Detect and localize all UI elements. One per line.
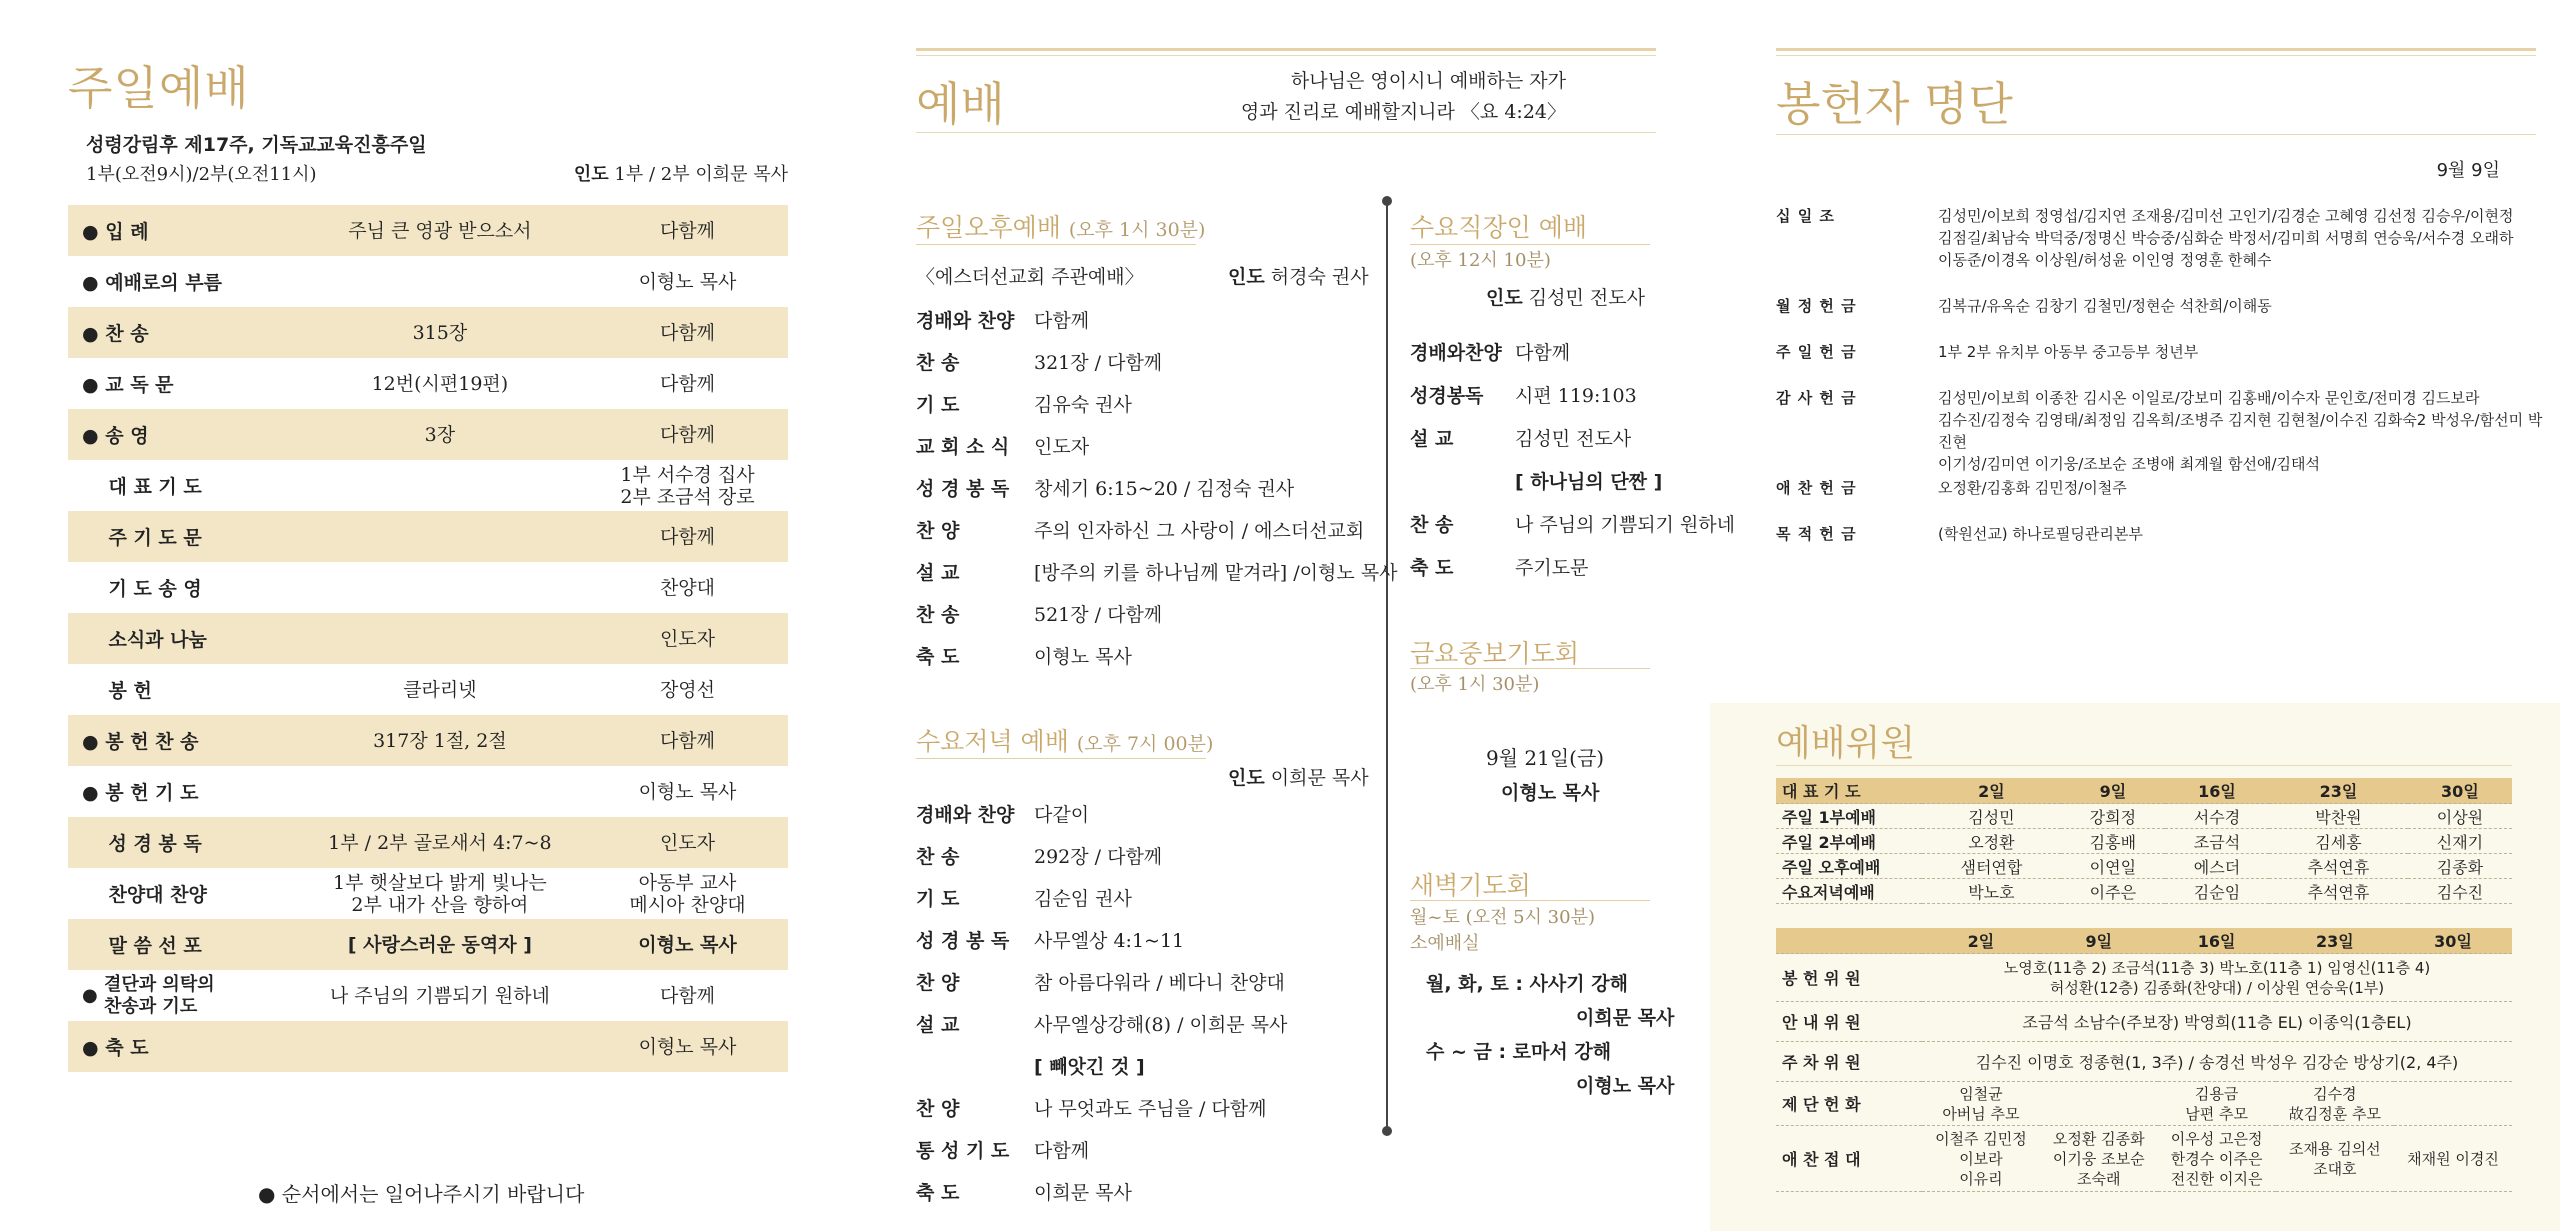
friday-title: 금요중보기도회: [1410, 639, 1580, 668]
service-item-value: 나 무엇과도 주님을 / 다함께: [1034, 1098, 1267, 1120]
table-cell: 추석연휴: [2269, 879, 2408, 904]
divider: [1776, 134, 2536, 135]
column-header: 9일: [2040, 928, 2158, 954]
table-header: [1776, 928, 2512, 954]
donor-category: 애 찬 헌 금: [1776, 479, 1857, 497]
service-item-value: 이형노 목사: [1034, 646, 1132, 668]
order-row: [68, 511, 788, 562]
table-cell: 샘터연합: [1922, 854, 2061, 879]
service-item-label: 경배와 찬양: [916, 804, 1015, 826]
service-item-label: 찬 양: [916, 972, 960, 994]
underline: [1410, 668, 1650, 669]
service-item-value: [ 하나님의 단짠 ]: [1515, 471, 1663, 493]
divider-dot: [1382, 196, 1392, 206]
donor-names: (학원선교) 하나로필딩관리본부: [1938, 525, 2143, 543]
underline: [916, 244, 1196, 245]
table-row: 주일 2부예배 오정환 김홍배 조금석 김세홍 신재기: [1776, 829, 2512, 854]
item-who: 인도자: [659, 831, 716, 854]
service-item-value: 김유숙 권사: [1034, 394, 1132, 416]
table-cell: 추석연휴: [2269, 854, 2408, 879]
table-cell: 에스더: [2165, 854, 2269, 879]
service-item-value: 다함께: [1515, 342, 1571, 364]
service-item-value: 다함께: [1034, 310, 1090, 332]
service-item: [916, 390, 1132, 417]
column-header: 9일: [2061, 778, 2165, 804]
leader-line: 인도 허경숙 권사: [1228, 266, 1369, 288]
service-item: [1410, 381, 1637, 408]
item-name: 말 씀 선 포: [108, 935, 202, 957]
order-row: [68, 868, 788, 919]
column-header: 대 표 기 도: [1776, 778, 1922, 804]
item-who: 이형노 목사: [638, 270, 737, 293]
table-cell: 박찬원: [2269, 804, 2408, 829]
bullet-icon: ●: [82, 374, 99, 396]
item-who: 다함께: [659, 372, 716, 395]
service-item-label: 찬 송: [916, 352, 960, 374]
item-name: 송 영: [105, 425, 149, 447]
bullet-icon: ●: [82, 221, 99, 243]
table-row: 주일 오후예배 샘터연합 이연일 에스더 추석연휴 김종화: [1776, 854, 2512, 879]
bullet-icon: ●: [82, 323, 99, 345]
item-who: 이형노 목사: [638, 780, 737, 803]
table-cell: 박노호: [1922, 879, 2061, 904]
service-item-value: 사무엘상강해(8) / 이희문 목사: [1034, 1014, 1288, 1036]
dawn-time: 월~토 (오전 5시 30분): [1410, 907, 1595, 928]
item-content: 클라리넷: [403, 678, 477, 701]
divider: [916, 132, 1656, 133]
donor-category: 목 적 헌 금: [1776, 525, 1857, 543]
wed-work-title: 수요직장인 예배: [1410, 213, 1587, 242]
table-cell: 김수진: [2408, 879, 2512, 904]
service-item: [916, 1136, 1089, 1163]
item-content: 1부 / 2부 골로새서 4:7~8: [328, 831, 552, 854]
order-row: [68, 256, 788, 307]
service-item: [916, 800, 1089, 827]
divider: [916, 55, 1656, 56]
order-row: [68, 817, 788, 868]
item-who: 인도자: [659, 627, 716, 650]
service-item: [916, 1052, 1145, 1079]
item-who: 다함께: [659, 219, 716, 242]
divider: [1776, 48, 2536, 51]
service-item-label: 축 도: [1410, 557, 1454, 579]
standing-note: ● 순서에서는 일어나주시기 바랍니다: [258, 1182, 585, 1206]
item-who: 다함께: [659, 525, 716, 548]
service-item-label: 축 도: [916, 1182, 960, 1204]
service-item-label: 찬 송: [916, 604, 960, 626]
column-header: 23일: [2269, 778, 2408, 804]
service-item: [916, 642, 1132, 669]
item-name: 축 도: [105, 1037, 149, 1059]
column-divider: [1386, 200, 1388, 1135]
donor-category: 감 사 헌 금: [1776, 389, 1857, 407]
item-content: 12번(시편19편): [371, 372, 509, 395]
item-name: 입 례: [105, 221, 149, 243]
item-name: 찬양대 찬양: [108, 884, 207, 906]
table-header: [1776, 778, 2512, 804]
item-who: 다함께: [659, 321, 716, 344]
service-item-label: 교 회 소 식: [916, 436, 1010, 458]
service-item: [916, 432, 1089, 459]
service-item-label: 축 도: [916, 646, 960, 668]
service-item-value: 김성민 전도사: [1515, 428, 1632, 450]
order-row: [68, 562, 788, 613]
item-name: 봉 헌 찬 송: [105, 731, 199, 753]
order-row: [68, 766, 788, 817]
item-who: 1부 서수경 집사 2부 조금석 장로: [620, 463, 755, 508]
committee-table-prayer: [1776, 778, 2512, 904]
table-cell: 이주은: [2061, 879, 2165, 904]
service-item-value: [방주의 키를 하나님께 맡겨라] /이형노 목사: [1034, 562, 1398, 584]
order-row: [68, 307, 788, 358]
table-cell: 이연일: [2061, 854, 2165, 879]
table-cell: 서수경: [2165, 804, 2269, 829]
order-of-worship: [68, 0, 788, 1231]
dawn-title: 새벽기도회: [1410, 871, 1531, 900]
service-item: [916, 1178, 1132, 1205]
wed-work-time: (오후 12시 10분): [1410, 250, 1551, 271]
underline: [1410, 900, 1650, 901]
service-item: [1410, 553, 1588, 580]
bullet-icon: ●: [82, 731, 99, 753]
leader-line: 인도 김성민 전도사: [1486, 287, 1645, 309]
column-header: 2일: [1922, 928, 2040, 954]
item-name: 성 경 봉 독: [108, 833, 202, 855]
table-cell: 조금석: [2165, 829, 2269, 854]
donor-category: 주 일 헌 금: [1776, 343, 1857, 361]
service-item-value: 주기도문: [1515, 557, 1589, 579]
table-cell: 강희정: [2061, 804, 2165, 829]
order-row: [68, 1021, 788, 1072]
table-cell: 김성민: [1922, 804, 2061, 829]
service-item-value: 인도자: [1034, 436, 1090, 458]
service-item: [916, 926, 1184, 953]
table-cell: 김순임: [2165, 879, 2269, 904]
service-item: [916, 1010, 1287, 1037]
bullet-icon: ●: [82, 272, 99, 294]
page-title: 주일예배: [68, 61, 250, 115]
divider-dot: [1382, 1126, 1392, 1136]
bullet-icon: ●: [82, 425, 99, 447]
item-name: 소식과 나눔: [108, 629, 207, 651]
dawn-place: 소예배실: [1410, 933, 1480, 954]
table-cell: 오정환: [1922, 829, 2061, 854]
donors-title: 봉헌자 명단: [1776, 77, 2013, 131]
service-item-label: 성 경 봉 독: [916, 930, 1010, 952]
service-item-label: 찬 송: [1410, 514, 1454, 536]
table-cell: 김홍배: [2061, 829, 2165, 854]
order-row: [68, 715, 788, 766]
service-item-value: 시편 119:103: [1515, 385, 1637, 407]
scripture-verse: 하나님은 영이시니 예배하는 자가 영과 진리로 예배할지니라 〈요 4:24〉: [1240, 70, 1566, 123]
item-content: 1부 햇살보다 밝게 빛나는 2부 내가 산을 향하여: [333, 871, 547, 916]
item-content: 주님 큰 영광 받으소서: [348, 219, 532, 242]
service-item-value: 창세기 6:15~20 / 김정숙 권사: [1034, 478, 1295, 500]
item-content: 3장: [424, 423, 456, 446]
item-who: 다함께: [659, 984, 716, 1007]
donors-column: [1710, 0, 2560, 1231]
column-header: 16일: [2158, 928, 2276, 954]
service-item-value: 292장 / 다함께: [1034, 846, 1163, 868]
divider: [1776, 55, 2536, 56]
donor-names: 1부 2부 유치부 아동부 중고등부 청년부: [1938, 343, 2199, 361]
order-row: [68, 460, 788, 511]
order-row: [68, 613, 788, 664]
item-name: 결단과 의탁의: [104, 973, 215, 995]
table-row: 주일 1부예배 김성민 강희정 서수경 박찬원 이상원: [1776, 804, 2512, 829]
item-who: 다함께: [659, 729, 716, 752]
order-row: [68, 664, 788, 715]
service-item-value: 다함께: [1034, 1140, 1090, 1162]
column-header: 2일: [1922, 778, 2061, 804]
wed-pm-title: 수요저녁 예배 (오후 7시 00분): [916, 727, 1214, 756]
service-item-label: 성 경 봉 독: [916, 478, 1010, 500]
service-item-label: 경배와찬양: [1410, 342, 1502, 364]
sunday-pm-title: 주일오후예배 (오후 1시 30분): [916, 213, 1206, 242]
table-row: 제 단 헌 화 임철균 아버님 추모 김용금 남편 추모 김수경 故김정훈 추모: [1776, 1082, 2512, 1126]
service-item-label: 설 교: [1410, 428, 1454, 450]
table-row: 안 내 위 원 조금석 소남수(주보장) 박영희(11층 EL) 이종익(1층EL): [1776, 1002, 2512, 1042]
item-name: 예배로의 부름: [105, 272, 222, 294]
service-item: [1410, 424, 1631, 451]
service-leader: [574, 160, 788, 186]
service-item: [916, 348, 1162, 375]
item-content: 317장 1절, 2절: [373, 729, 507, 752]
service-item-label: 성경봉독: [1410, 385, 1484, 407]
dawn-who-1: 이희문 목사: [1576, 1007, 1675, 1029]
committee-table-roles: [1776, 928, 2512, 1192]
service-item-value: 김순임 권사: [1034, 888, 1132, 910]
order-row: [68, 358, 788, 409]
order-row: [68, 919, 788, 970]
leader-value: 1부 / 2부 이희문 목사: [614, 164, 788, 185]
column-header: 23일: [2276, 928, 2395, 954]
service-item-value: 521장 / 다함께: [1034, 604, 1163, 626]
liturgical-subtitle: 성령강림후 제17주, 기독교교육진흥주일: [86, 134, 427, 156]
donor-names: 김성민/이보희 이종찬 김시온 이일로/강보미 김홍배/이수자 문인호/전미경 김드보라 김수진/김정숙 김영태/최정임 김옥희/조병주 김지현 김현철/이수진 김화숙2 박성우/함선미 박진현 이기성/김미연 이기웅/조보순 조병애 최계월 함선애/김태석: [1938, 389, 2543, 473]
service-item-label: 찬 양: [916, 1098, 960, 1120]
order-row: [68, 205, 788, 256]
committee-panel: [1710, 703, 2560, 1231]
service-item: [916, 842, 1162, 869]
service-item-value: 참 아름다워라 / 베다니 찬양대: [1034, 972, 1285, 994]
service-item: [916, 516, 1364, 543]
dawn-line-2: 수 ~ 금 : 로마서 강해: [1426, 1041, 1612, 1063]
service-item-value: [ 빼앗긴 것 ]: [1034, 1056, 1145, 1078]
item-name: 봉 헌 기 도: [105, 782, 199, 804]
item-name: 주 기 도 문: [108, 527, 202, 549]
table-cell: 신재기: [2408, 829, 2512, 854]
underline: [916, 758, 1206, 759]
order-row: [68, 409, 788, 460]
services-title: 예배: [916, 77, 1005, 131]
donor-names: 김성민/이보희 정영섭/김지연 조재용/김미선 고인기/김경순 고혜영 김선정 김승우/이현정 김점길/최남숙 박덕중/정명신 박승중/심화순 박정서/김미희 서명희 연승욱/서수경 오래하 이동준/이경옥 이상원/허성윤 이인영 정영훈 한혜수: [1938, 207, 2514, 269]
service-item-value: 사무엘상 4:1~11: [1034, 930, 1185, 952]
service-item-label: 기 도: [916, 888, 960, 910]
friday-time: (오후 1시 30분): [1410, 674, 1540, 695]
item-who: 이형노 목사: [638, 933, 737, 956]
service-item: [1410, 338, 1570, 365]
donor-category: 월 정 헌 금: [1776, 297, 1857, 315]
service-times: 1부(오전9시)/2부(오전11시): [86, 164, 317, 185]
service-item-value: 나 주님의 기쁨되기 원하네: [1515, 514, 1736, 536]
friday-leader: 이형노 목사: [1501, 782, 1600, 804]
dawn-line-1: 월, 화, 토 : 사사기 강해: [1426, 973, 1628, 995]
service-item: [916, 600, 1162, 627]
item-who: 이형노 목사: [638, 1035, 737, 1058]
service-item-value: 321장 / 다함께: [1034, 352, 1163, 374]
underline: [1410, 244, 1650, 245]
service-item-label: 경배와 찬양: [916, 310, 1015, 332]
service-item-label: 찬 송: [916, 846, 960, 868]
column-header: 16일: [2165, 778, 2269, 804]
service-item-label: 통 성 기 도: [916, 1140, 1010, 1162]
service-item-value: 다같이: [1034, 804, 1090, 826]
table-row: 수요저녁예배 박노호 이주은 김순임 추석연휴 김수진: [1776, 879, 2512, 904]
divider: [1776, 765, 2512, 766]
order-table: [68, 205, 788, 1072]
service-item-label: 설 교: [916, 1014, 960, 1036]
item-name: 기 도 송 영: [108, 578, 202, 600]
item-name: 찬송과 기도: [104, 995, 198, 1017]
table-row: 애 찬 접 대 이철주 김민정 이보라 이유리 오정환 김종화 이기웅 조보순 조숙래 이우성 고은정 한경수 이주은 전진한 이지은 조재용 김의선 조대호 채재원 이경진: [1776, 1126, 2512, 1192]
item-who: 찬양대: [659, 576, 716, 599]
service-item: [916, 306, 1089, 333]
dawn-who-2: 이형노 목사: [1576, 1075, 1675, 1097]
service-item-label: 찬 양: [916, 520, 960, 542]
donors-date: 9월 9일: [2436, 160, 2500, 181]
donor-names: 오정환/김홍화 김민정/이철주: [1938, 479, 2127, 497]
table-cell: 김세홍: [2269, 829, 2408, 854]
host-line: 〈에스더선교회 주관예배〉: [916, 266, 1144, 288]
service-item-value: 주의 인자하신 그 사랑이 / 에스더선교회: [1034, 520, 1365, 542]
services-column: [916, 0, 1736, 1231]
item-who: 장영선: [659, 678, 716, 701]
service-item-label: 설 교: [916, 562, 960, 584]
divider: [916, 48, 1656, 51]
item-who: 아동부 교사 메시아 찬양대: [629, 871, 746, 916]
service-item: [916, 968, 1285, 995]
table-cell: 이상원: [2408, 804, 2512, 829]
bullet-icon: ●: [82, 782, 99, 804]
friday-date: 9월 21일(금): [1486, 746, 1605, 770]
service-item: [1410, 467, 1662, 494]
item-content: 315장: [412, 321, 468, 344]
item-content: [ 사랑스러운 동역자 ]: [347, 933, 532, 956]
order-row: [68, 970, 788, 1021]
service-item-value: 이희문 목사: [1034, 1182, 1132, 1204]
item-name: 교 독 문: [105, 374, 174, 396]
item-name: 봉 헌: [108, 680, 152, 702]
item-name: 대 표 기 도: [108, 476, 202, 498]
service-item-label: 기 도: [916, 394, 960, 416]
item-who: 다함께: [659, 423, 716, 446]
committee-title: 예배위원: [1776, 723, 1916, 764]
column-header: 30일: [2394, 928, 2512, 954]
leader-label: 인도: [573, 164, 609, 185]
donor-category: 십 일 조: [1776, 207, 1835, 225]
item-name: 찬 송: [105, 323, 149, 345]
bullet-icon: ●: [82, 984, 98, 1006]
column-header: 30일: [2408, 778, 2512, 804]
table-cell: 김종화: [2408, 854, 2512, 879]
service-item: [916, 884, 1132, 911]
item-content: 나 주님의 기쁨되기 원하네: [329, 984, 550, 1007]
leader-line: 인도 이희문 목사: [1228, 767, 1369, 789]
service-item: [916, 558, 1397, 585]
bullet-icon: ●: [82, 1037, 99, 1059]
service-item: [916, 474, 1294, 501]
service-item: [916, 1094, 1266, 1121]
table-row: 주 차 위 원 김수진 이명호 정종현(1, 3주) / 송경선 박성우 김강순 방상기(2, 4주): [1776, 1042, 2512, 1082]
donor-names: 김복규/유옥순 김창기 김철민/정현순 석찬희/이해동: [1938, 297, 2272, 315]
service-item: [1410, 510, 1735, 537]
table-row: 봉 헌 위 원 노영호(11층 2) 조금석(11층 3) 박노호(11층 1) 임영신(11층 4) 허성환(12층) 김종화(찬양대) / 이상원 연승욱(1부): [1776, 954, 2512, 1002]
